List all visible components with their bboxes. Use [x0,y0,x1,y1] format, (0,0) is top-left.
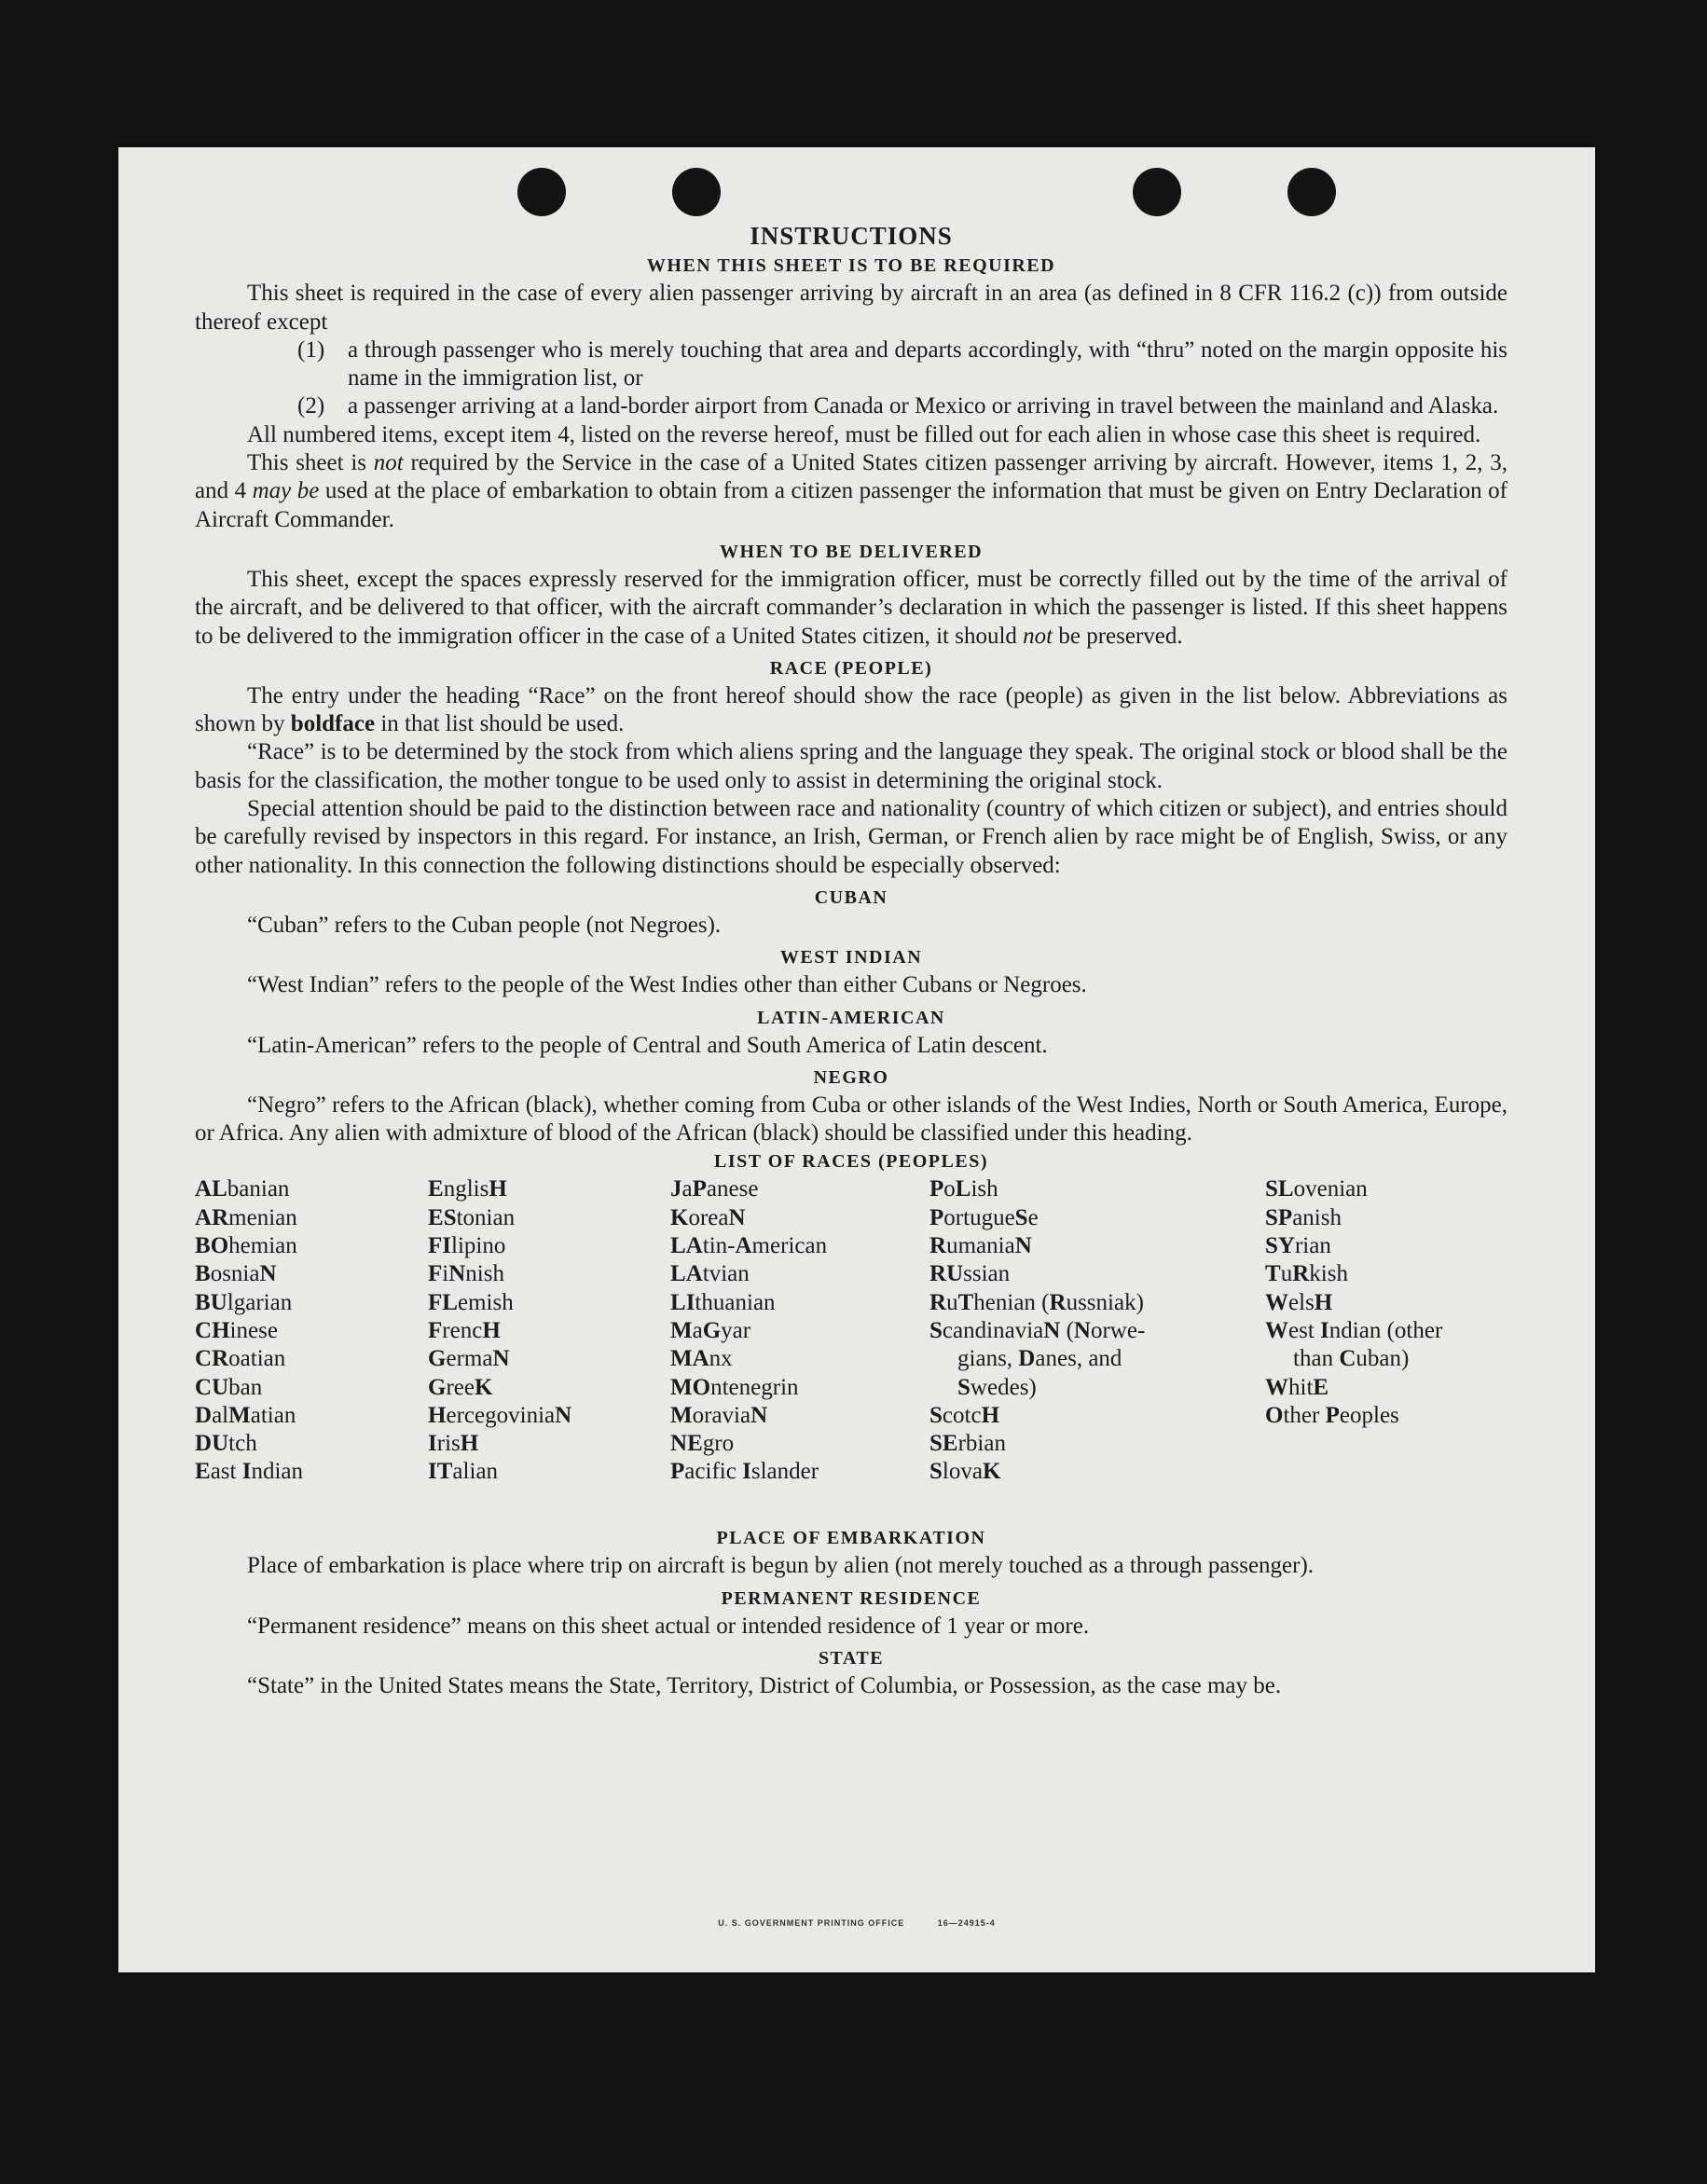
race-entry: JaPanese [670,1176,759,1202]
race-entry: PortugueSe [929,1204,1039,1230]
heading-race: RACE (PEOPLE) [769,657,933,679]
race-paragraph-3: Special attention should be paid to the distinction between race and nationality (country of which citizen or subject), and entries should be carefully revised by inspectors in this regard. For instance, an Irish, German, or French alien by race might be of English, Swiss, or any other nationality. In this connection the following distinctions should be especially observed: [195,796,1507,878]
race-entry: RuThenian (Russniak) [929,1289,1144,1315]
heading-west-indian: WEST INDIAN [779,947,923,968]
negro-text: “Negro” refers to the African (black), whether coming from Cuba or other islands of the West Indies, North or South America, Europe, or Africa. Any alien with admixture of blood of the African (black) should be classified under this heading. [195,1092,1507,1147]
race-entry: KoreaN [670,1204,746,1230]
cuban-text: “Cuban” refers to the Cuban people (not Negroes). [247,912,722,938]
race-entry: BosniaN [195,1261,277,1287]
race-entry: IrisH [428,1431,479,1457]
instructions-content [195,222,1507,1700]
heading-latin-american: LATIN-AMERICAN [757,1007,945,1028]
race-entry: EnglisH [428,1176,507,1202]
when-required-intro: This sheet is required in the case of every alien passenger arriving by aircraft in an area (as defined in 8 CFR 116.2 (c)) from outside thereof except [195,281,1507,335]
exception-number: (2) [297,393,325,419]
race-entry: LIthuanian [670,1289,776,1315]
heading-residence: PERMANENT RESIDENCE [721,1587,982,1609]
race-entry: SLovenian [1265,1176,1368,1202]
race-entry: ARmenian [195,1204,297,1230]
race-entry: GreeK [428,1374,493,1400]
race-paragraph-2: “Race” is to be determined by the stock from which aliens spring and the language they speak. The original stock or blood shall be the basis for the classification, the mother tongue to be used only to assist in determining the original stock. [195,739,1507,793]
races-column [1265,1175,1507,1430]
heading-embarkation: PLACE OF EMBARKATION [716,1528,986,1549]
race-entry: BUlgarian [195,1289,293,1315]
race-entry: FIlipino [428,1233,506,1259]
punch-hole [517,168,566,216]
latin-american-text: “Latin-American” refers to the people of Central and South America of Latin descent. [247,1032,1048,1058]
race-entry: MaGyar [670,1317,751,1343]
race-entry: Other Peoples [1265,1402,1399,1428]
race-entry: RUssian [929,1261,1011,1287]
race-entry: CRoatian [195,1346,286,1372]
race-entry: EStonian [428,1204,516,1230]
race-entry: ScotcH [929,1402,1000,1428]
page-title: INSTRUCTIONS [750,222,953,250]
races-column [428,1175,571,1486]
exception-item [195,392,1507,420]
delivery-paragraph: This sheet, except the spaces expressly reserved for the immigration officer, must be correctly filled out by the time of the arrival of the aircraft, and be delivered to that officer, with the aircraft commander’s declaration in which the passenger is listed. If this sheet happens to be delivered to the immigration officer in the case of a United States citizen, it should not be preserved. [195,566,1507,649]
races-list [195,1175,1507,1520]
printer-name: U. S. GOVERNMENT PRINTING OFFICE [718,1918,905,1928]
punch-hole [672,168,721,216]
exception-text: a through passenger who is merely touching that area and departs accordingly, with “thru” noted on the margin opposite his name in the immigration list, or [348,337,1507,391]
heading-when-required: WHEN THIS SHEET IS TO BE REQUIRED [646,255,1056,277]
race-entry: MAnx [670,1346,733,1372]
embarkation-text: Place of embarkation is place where trip on aircraft is begun by alien (not merely touched as a through passenger). [247,1553,1315,1579]
race-entry: DalMatian [195,1402,296,1428]
races-column [929,1175,1195,1486]
heading-cuban: CUBAN [814,886,888,908]
heading-state: STATE [818,1648,885,1669]
exception-number: (1) [297,337,325,363]
race-entry: HercegoviniaN [428,1402,572,1428]
race-entry: CHinese [195,1317,278,1343]
race-entry: LAtvian [670,1261,750,1287]
race-entry: than Cuban) [1293,1346,1410,1372]
race-paragraph-1: The entry under the heading “Race” on the front hereof should show the race (people) as given in the list below. Abbreviations as shown by boldface in that list should be used. [195,682,1507,737]
instruction-sheet [118,147,1595,1972]
citizen-paragraph: This sheet is not required by the Service in the case of a United States citizen passenger arriving by aircraft. However, items 1, 2, 3, and 4 may be used at the place of embarkation to obtain from a citizen passenger the information that must be given on Entry Declaration of Aircraft Commander. [195,450,1508,532]
race-entry: CUban [195,1374,263,1400]
race-entry: DUtch [195,1431,257,1457]
race-entry: West Indian (other [1265,1317,1443,1343]
race-entry: ITalian [428,1459,499,1485]
race-entry: GermaN [428,1346,510,1372]
punch-hole [1287,168,1336,216]
race-entry: ALbanian [195,1176,290,1202]
race-entry: FLemish [428,1289,514,1315]
race-entry: ScandinaviaN (Norwe- [929,1317,1146,1343]
residence-text: “Permanent residence” means on this sheet actual or intended residence of 1 year or more. [247,1613,1090,1639]
race-entry: WhitE [1265,1374,1329,1400]
state-text: “State” in the United States means the State, Territory, District of Columbia, or Possession, as the case may be. [247,1673,1282,1699]
race-entry: WelsH [1265,1289,1333,1315]
race-entry: SPanish [1265,1204,1342,1230]
race-entry: SlovaK [929,1459,1001,1485]
exception-text: a passenger arriving at a land-border airport from Canada or Mexico or arriving in travel between the mainland and Alaska. [348,393,1499,419]
numbered-items-paragraph: All numbered items, except item 4, listed on the reverse hereof, must be filled out for each alien in whose case this sheet is required. [247,421,1481,447]
race-entry: SYrian [1265,1233,1331,1259]
race-entry: East Indian [195,1459,304,1485]
race-entry: Pacific Islander [670,1459,819,1485]
race-entry: MoraviaN [670,1402,768,1428]
race-entry: gians, Danes, and [957,1346,1122,1372]
race-entry: PoLish [929,1176,998,1202]
races-column [195,1175,303,1486]
race-entry: MOntenegrin [670,1374,799,1400]
race-entry: LAtin-American [670,1233,828,1259]
races-column [670,1175,827,1486]
printer-footer [118,1918,1595,1928]
punch-hole [1133,168,1181,216]
form-code: 16—24915-4 [937,1918,996,1928]
race-entry: SErbian [929,1431,1006,1457]
race-entry: NEgro [670,1431,735,1457]
race-entry: TuRkish [1265,1261,1348,1287]
race-entry: RumaniaN [929,1233,1032,1259]
exception-item [195,337,1507,393]
race-entry: BOhemian [195,1233,297,1259]
race-entry: FiNnish [428,1261,504,1287]
west-indian-text: “West Indian” refers to the people of the West Indies other than either Cubans or Negroes. [247,972,1087,998]
race-entry: Swedes) [957,1374,1037,1400]
heading-list-of-races: LIST OF RACES (PEOPLES) [713,1151,988,1173]
race-entry: FrencH [428,1317,501,1343]
heading-when-delivered: WHEN TO BE DELIVERED [719,541,984,562]
heading-negro: NEGRO [813,1066,889,1088]
